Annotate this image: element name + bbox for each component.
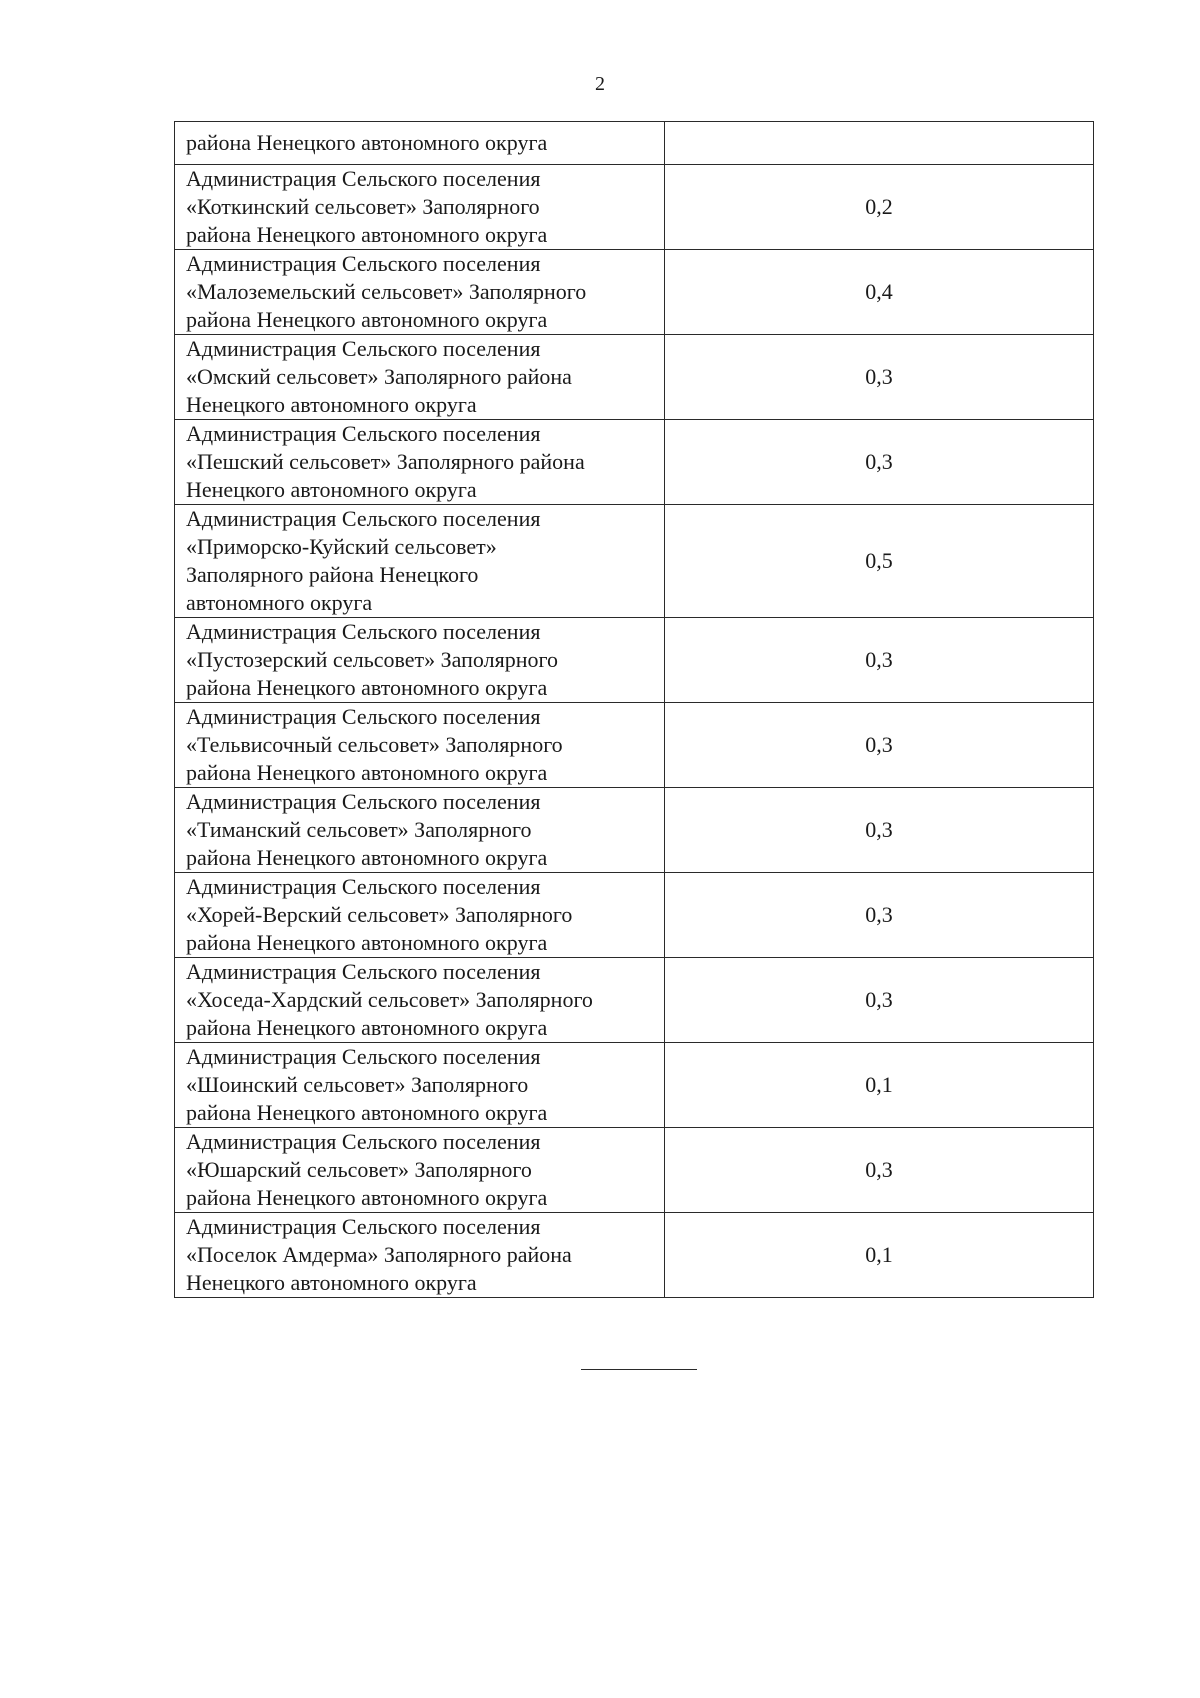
table-row [175, 122, 1094, 165]
table-row [175, 1213, 1094, 1298]
table-row [175, 165, 1094, 250]
value-cell: 0,1 [665, 1043, 1094, 1128]
settlement-name-cell: Администрация Сельского поселения «Тельвисочный сельсовет» Заполярного района Ненецкого автономного округа [175, 703, 665, 788]
settlement-name-cell: Администрация Сельского поселения «Хорей-Верский сельсовет» Заполярного района Ненецкого автономного округа [175, 873, 665, 958]
end-of-document-rule [581, 1369, 697, 1370]
value-cell: 0,3 [665, 703, 1094, 788]
table-row [175, 703, 1094, 788]
value-cell: 0,1 [665, 1213, 1094, 1298]
value-cell: 0,3 [665, 788, 1094, 873]
table-row [175, 250, 1094, 335]
settlement-name-cell: района Ненецкого автономного округа [175, 122, 665, 165]
table-row [175, 420, 1094, 505]
settlement-name-cell: Администрация Сельского поселения «Тиманский сельсовет» Заполярного района Ненецкого автономного округа [175, 788, 665, 873]
value-cell: 0,3 [665, 618, 1094, 703]
settlement-name-cell: Администрация Сельского поселения «Пустозерский сельсовет» Заполярного района Ненецкого автономного округа [175, 618, 665, 703]
settlement-name-cell: Администрация Сельского поселения «Приморско-Куйский сельсовет» Заполярного района Ненецкого автономного округа [175, 505, 665, 618]
settlement-name-cell: Администрация Сельского поселения «Малоземельский сельсовет» Заполярного района Ненецкого автономного округа [175, 250, 665, 335]
table-row [175, 505, 1094, 618]
table-row [175, 958, 1094, 1043]
allocation-table [174, 121, 1094, 1298]
settlement-name-cell: Администрация Сельского поселения «Хоседа-Хардский сельсовет» Заполярного района Ненецкого автономного округа [175, 958, 665, 1043]
table-row [175, 618, 1094, 703]
table-row [175, 1043, 1094, 1128]
page-number: 2 [595, 73, 605, 95]
value-cell: 0,4 [665, 250, 1094, 335]
settlement-name-cell: Администрация Сельского поселения «Пешский сельсовет» Заполярного района Ненецкого автономного округа [175, 420, 665, 505]
value-cell: 0,3 [665, 420, 1094, 505]
value-cell: 0,5 [665, 505, 1094, 618]
value-cell: 0,3 [665, 873, 1094, 958]
table-row [175, 873, 1094, 958]
settlement-name-cell: Администрация Сельского поселения «Шоинский сельсовет» Заполярного района Ненецкого автономного округа [175, 1043, 665, 1128]
value-cell [665, 122, 1094, 165]
settlement-name-cell: Администрация Сельского поселения «Коткинский сельсовет» Заполярного района Ненецкого автономного округа [175, 165, 665, 250]
settlement-name-cell: Администрация Сельского поселения «Поселок Амдерма» Заполярного района Ненецкого автономного округа [175, 1213, 665, 1298]
value-cell: 0,2 [665, 165, 1094, 250]
value-cell: 0,3 [665, 958, 1094, 1043]
table-row [175, 335, 1094, 420]
table-row [175, 1128, 1094, 1213]
settlement-name-cell: Администрация Сельского поселения «Юшарский сельсовет» Заполярного района Ненецкого автономного округа [175, 1128, 665, 1213]
value-cell: 0,3 [665, 1128, 1094, 1213]
table-row [175, 788, 1094, 873]
value-cell: 0,3 [665, 335, 1094, 420]
settlement-name-cell: Администрация Сельского поселения «Омский сельсовет» Заполярного района Ненецкого автономного округа [175, 335, 665, 420]
